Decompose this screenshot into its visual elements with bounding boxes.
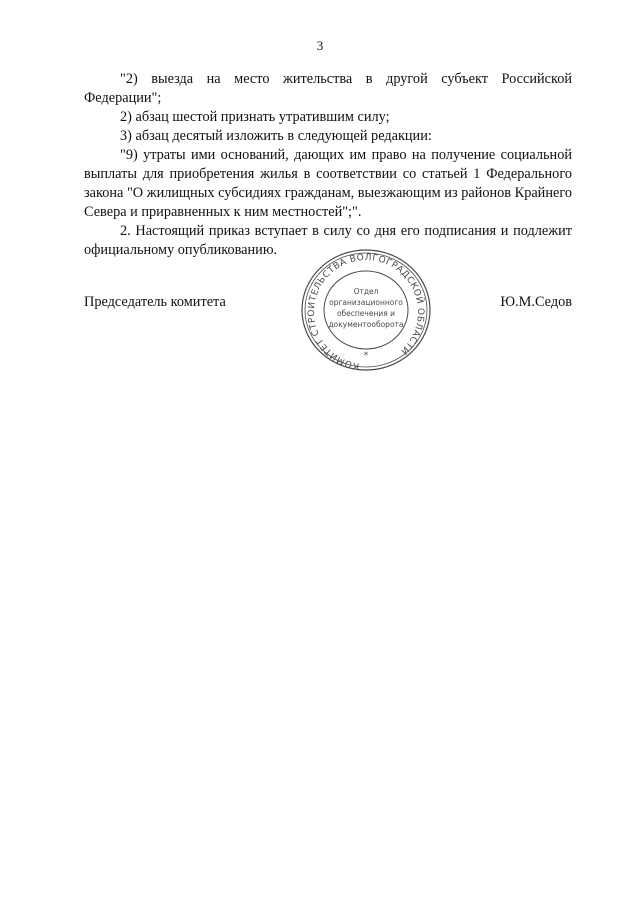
seal-inner-line-2: организационного: [329, 298, 403, 307]
seal-inner-line-1: Отдел: [353, 287, 379, 296]
document-body: [84, 70, 572, 260]
paragraph-5: 2. Настоящий приказ вступает в силу со дня его подписания и подлежит официальному опубликованию.: [84, 223, 572, 258]
seal-inner-line-4: документооборота: [328, 320, 404, 329]
seal-inner-line-3: обеспечения и: [336, 309, 396, 318]
seal-outer-text: КОМИТЕТ СТРОИТЕЛЬСТВА ВОЛГОГРАДСКОЙ ОБЛАСТИ: [306, 252, 426, 371]
paragraph-4: "9) утраты ими оснований, дающих им право на получение социальной выплаты для приобретения жилья в соответствии со статьей 1 Федерального закона "О жилищных субсидиях гражданам, выезжающим из районов Крайнего Севера и приравненных к ним местностей";".: [84, 147, 572, 220]
page-number: 3: [316, 38, 324, 53]
paragraph-2: 2) абзац шестой признать утратившим силу;: [120, 109, 390, 125]
signatory-name: Ю.М.Седов: [500, 294, 572, 310]
seal-star-icon: *: [363, 351, 369, 361]
paragraph-3: 3) абзац десятый изложить в следующей редакции:: [120, 128, 432, 144]
paragraph-1: "2) выезда на место жительства в другой субъект Российской Федерации";: [84, 71, 572, 106]
signatory-title: Председатель комитета: [84, 294, 226, 310]
seal-graphic: [296, 246, 436, 376]
official-seal: [296, 246, 436, 376]
